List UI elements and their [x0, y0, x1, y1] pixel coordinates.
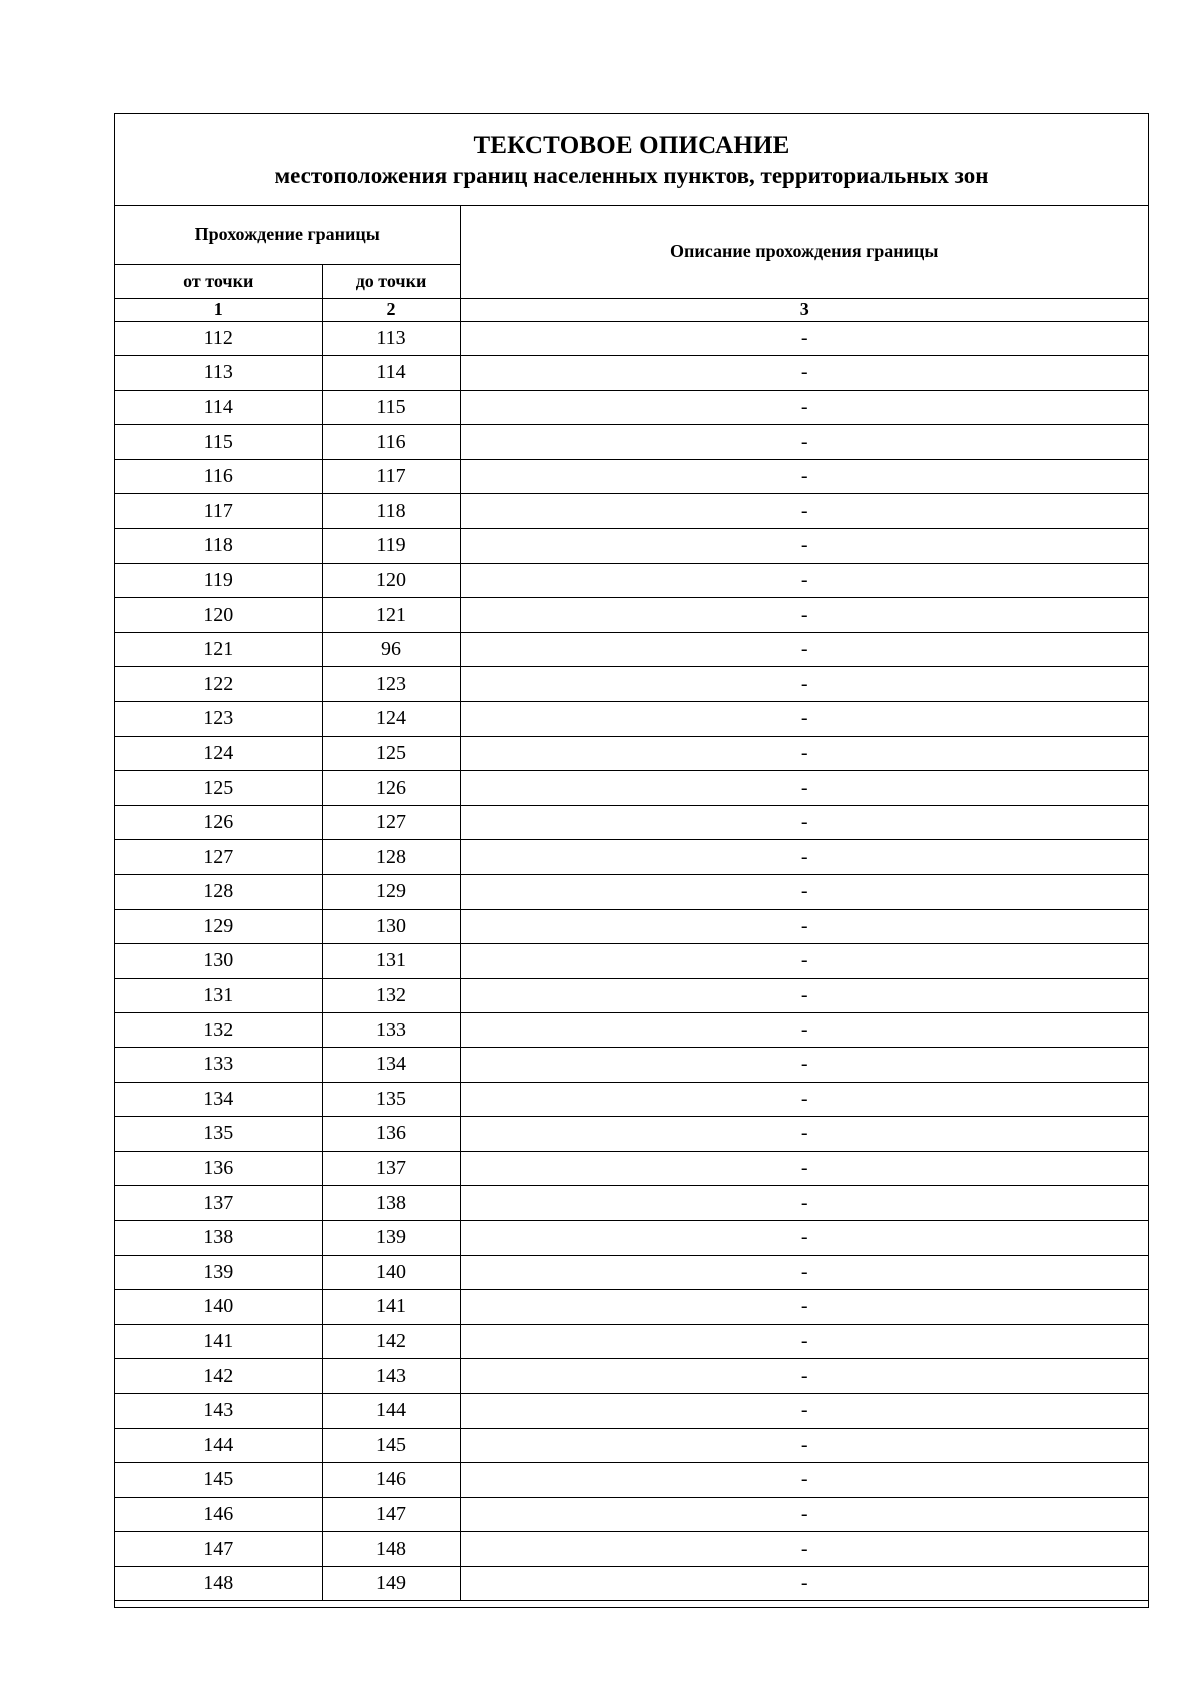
cell-to-point: 138 — [322, 1186, 460, 1221]
cell-to-point: 143 — [322, 1359, 460, 1394]
table-row — [115, 1255, 1148, 1290]
cell-to-point: 116 — [322, 425, 460, 460]
table-row — [115, 1393, 1148, 1428]
column-number-1: 1 — [115, 298, 322, 321]
cell-from-point: 134 — [115, 1082, 322, 1117]
table-body — [115, 321, 1148, 1601]
table-row — [115, 598, 1148, 633]
table-row — [115, 1290, 1148, 1325]
cell-description: - — [460, 390, 1148, 425]
cell-from-point: 138 — [115, 1220, 322, 1255]
table-row — [115, 1220, 1148, 1255]
cell-to-point: 121 — [322, 598, 460, 633]
cell-from-point: 139 — [115, 1255, 322, 1290]
cell-description: - — [460, 1290, 1148, 1325]
cell-from-point: 147 — [115, 1532, 322, 1567]
cell-to-point: 146 — [322, 1463, 460, 1498]
table-row — [115, 1013, 1148, 1048]
table-row — [115, 1186, 1148, 1221]
table-row — [115, 702, 1148, 737]
cell-to-point: 130 — [322, 909, 460, 944]
cell-from-point: 116 — [115, 459, 322, 494]
cell-description: - — [460, 667, 1148, 702]
cell-to-point: 117 — [322, 459, 460, 494]
header-to-point: до точки — [322, 264, 460, 298]
cell-to-point: 133 — [322, 1013, 460, 1048]
cell-from-point: 125 — [115, 771, 322, 806]
cell-description: - — [460, 1151, 1148, 1186]
cell-from-point: 144 — [115, 1428, 322, 1463]
cell-to-point: 129 — [322, 875, 460, 910]
title-block — [115, 114, 1148, 206]
cell-from-point: 146 — [115, 1497, 322, 1532]
cell-description: - — [460, 1186, 1148, 1221]
cell-from-point: 126 — [115, 805, 322, 840]
cell-description: - — [460, 598, 1148, 633]
cell-to-point: 139 — [322, 1220, 460, 1255]
cell-to-point: 149 — [322, 1566, 460, 1601]
cell-description: - — [460, 1324, 1148, 1359]
cell-description: - — [460, 1566, 1148, 1601]
table-row — [115, 805, 1148, 840]
cell-description: - — [460, 1047, 1148, 1082]
table-row — [115, 321, 1148, 356]
cell-description: - — [460, 840, 1148, 875]
cell-description: - — [460, 1532, 1148, 1567]
table-row — [115, 1047, 1148, 1082]
table-row — [115, 356, 1148, 391]
cell-description: - — [460, 1428, 1148, 1463]
cell-description: - — [460, 1117, 1148, 1152]
cell-from-point: 128 — [115, 875, 322, 910]
cell-to-point: 145 — [322, 1428, 460, 1463]
table-row — [115, 1082, 1148, 1117]
cell-description: - — [460, 771, 1148, 806]
cell-to-point: 135 — [322, 1082, 460, 1117]
cell-to-point: 132 — [322, 978, 460, 1013]
cell-description: - — [460, 459, 1148, 494]
cell-description: - — [460, 1463, 1148, 1498]
cell-from-point: 129 — [115, 909, 322, 944]
cell-to-point: 147 — [322, 1497, 460, 1532]
cell-to-point: 144 — [322, 1393, 460, 1428]
cell-to-point: 115 — [322, 390, 460, 425]
table-row — [115, 390, 1148, 425]
cell-to-point: 118 — [322, 494, 460, 529]
cell-description: - — [460, 563, 1148, 598]
cell-description: - — [460, 909, 1148, 944]
cell-to-point: 128 — [322, 840, 460, 875]
cell-description: - — [460, 425, 1148, 460]
column-number-2: 2 — [322, 298, 460, 321]
cell-from-point: 127 — [115, 840, 322, 875]
cell-to-point: 137 — [322, 1151, 460, 1186]
header-from-point: от точки — [115, 264, 322, 298]
table-row — [115, 667, 1148, 702]
cell-description: - — [460, 1013, 1148, 1048]
cell-to-point: 119 — [322, 529, 460, 564]
cell-from-point: 137 — [115, 1186, 322, 1221]
cell-description: - — [460, 978, 1148, 1013]
cell-from-point: 136 — [115, 1151, 322, 1186]
cell-from-point: 122 — [115, 667, 322, 702]
cell-to-point: 127 — [322, 805, 460, 840]
cell-to-point: 96 — [322, 632, 460, 667]
cell-from-point: 135 — [115, 1117, 322, 1152]
cell-from-point: 120 — [115, 598, 322, 633]
cell-description: - — [460, 736, 1148, 771]
table-row — [115, 1566, 1148, 1601]
table-row — [115, 1497, 1148, 1532]
cell-from-point: 119 — [115, 563, 322, 598]
cell-description: - — [460, 321, 1148, 356]
cell-from-point: 115 — [115, 425, 322, 460]
table-row — [115, 1463, 1148, 1498]
cell-from-point: 121 — [115, 632, 322, 667]
cell-description: - — [460, 702, 1148, 737]
cell-from-point: 132 — [115, 1013, 322, 1048]
table-row — [115, 771, 1148, 806]
document-subtitle: местоположения границ населенных пунктов, территориальных зон — [274, 163, 989, 188]
cell-from-point: 114 — [115, 390, 322, 425]
table-bottom-margin — [115, 1601, 1148, 1607]
cell-from-point: 141 — [115, 1324, 322, 1359]
table-row — [115, 459, 1148, 494]
cell-to-point: 141 — [322, 1290, 460, 1325]
cell-from-point: 118 — [115, 529, 322, 564]
table-row — [115, 1117, 1148, 1152]
table-row — [115, 909, 1148, 944]
table-row — [115, 425, 1148, 460]
cell-description: - — [460, 1255, 1148, 1290]
table-row — [115, 840, 1148, 875]
cell-description: - — [460, 494, 1148, 529]
cell-from-point: 117 — [115, 494, 322, 529]
cell-from-point: 124 — [115, 736, 322, 771]
cell-description: - — [460, 1082, 1148, 1117]
cell-from-point: 148 — [115, 1566, 322, 1601]
cell-description: - — [460, 356, 1148, 391]
cell-to-point: 113 — [322, 321, 460, 356]
cell-description: - — [460, 632, 1148, 667]
cell-description: - — [460, 1497, 1148, 1532]
cell-from-point: 143 — [115, 1393, 322, 1428]
header-description: Описание прохождения границы — [460, 206, 1148, 298]
cell-to-point: 125 — [322, 736, 460, 771]
cell-description: - — [460, 1393, 1148, 1428]
cell-from-point: 113 — [115, 356, 322, 391]
cell-to-point: 123 — [322, 667, 460, 702]
cell-from-point: 123 — [115, 702, 322, 737]
cell-to-point: 131 — [322, 944, 460, 979]
cell-description: - — [460, 529, 1148, 564]
cell-description: - — [460, 805, 1148, 840]
table-row — [115, 1428, 1148, 1463]
cell-description: - — [460, 1220, 1148, 1255]
cell-to-point: 140 — [322, 1255, 460, 1290]
cell-to-point: 114 — [322, 356, 460, 391]
cell-from-point: 133 — [115, 1047, 322, 1082]
cell-from-point: 112 — [115, 321, 322, 356]
cell-description: - — [460, 1359, 1148, 1394]
cell-to-point: 148 — [322, 1532, 460, 1567]
cell-description: - — [460, 875, 1148, 910]
cell-description: - — [460, 944, 1148, 979]
cell-from-point: 131 — [115, 978, 322, 1013]
boundary-description-sheet — [114, 113, 1149, 1608]
table-row — [115, 944, 1148, 979]
table-row — [115, 563, 1148, 598]
cell-to-point: 124 — [322, 702, 460, 737]
table-row — [115, 875, 1148, 910]
cell-from-point: 142 — [115, 1359, 322, 1394]
table-row — [115, 1151, 1148, 1186]
cell-from-point: 130 — [115, 944, 322, 979]
table-row — [115, 1359, 1148, 1394]
cell-to-point: 134 — [322, 1047, 460, 1082]
table-row — [115, 736, 1148, 771]
boundary-table — [115, 206, 1148, 1601]
cell-to-point: 136 — [322, 1117, 460, 1152]
table-row — [115, 494, 1148, 529]
document-title: ТЕКСТОВОЕ ОПИСАНИЕ — [473, 132, 790, 159]
cell-to-point: 142 — [322, 1324, 460, 1359]
cell-from-point: 140 — [115, 1290, 322, 1325]
table-row — [115, 1324, 1148, 1359]
cell-to-point: 120 — [322, 563, 460, 598]
table-header — [115, 206, 1148, 321]
column-number-3: 3 — [460, 298, 1148, 321]
table-row — [115, 632, 1148, 667]
table-row — [115, 529, 1148, 564]
cell-from-point: 145 — [115, 1463, 322, 1498]
header-group-boundary: Прохождение границы — [115, 206, 460, 264]
table-row — [115, 1532, 1148, 1567]
cell-to-point: 126 — [322, 771, 460, 806]
table-row — [115, 978, 1148, 1013]
